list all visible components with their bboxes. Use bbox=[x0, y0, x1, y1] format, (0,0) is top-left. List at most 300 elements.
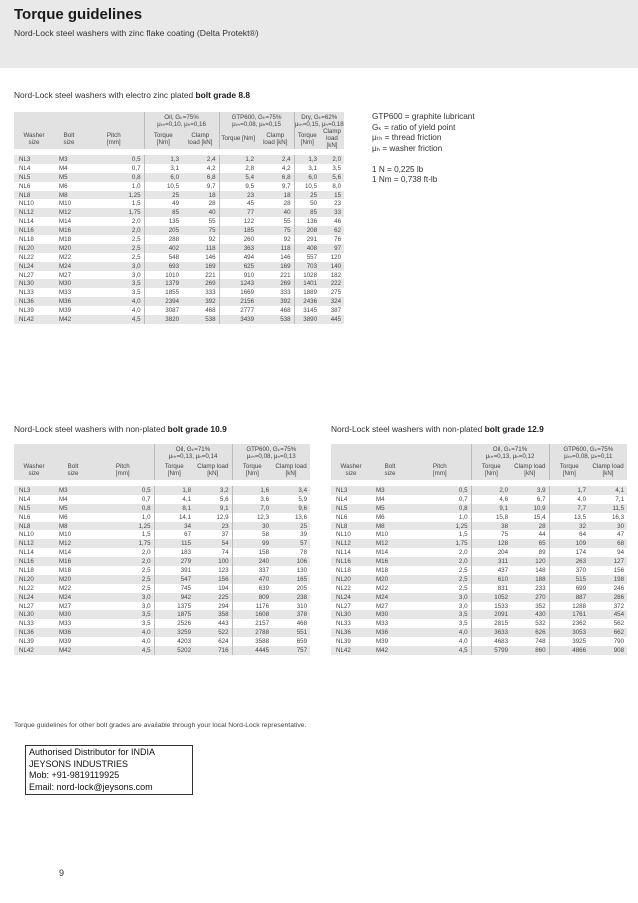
table-cell: 2,5 bbox=[84, 244, 144, 253]
table-row bbox=[14, 548, 310, 557]
table-cell: M10 bbox=[54, 530, 92, 539]
table-cell: 3,0 bbox=[409, 602, 471, 611]
table-row bbox=[14, 164, 344, 173]
table-cell: 3,6 bbox=[232, 495, 272, 504]
table-cell: NL8 bbox=[331, 522, 371, 531]
table-row bbox=[14, 619, 310, 628]
table-row bbox=[331, 513, 627, 522]
table-cell: 208 bbox=[294, 226, 320, 235]
table-cell: M27 bbox=[371, 602, 409, 611]
table-cell: 3087 bbox=[144, 306, 182, 315]
table-cell: 402 bbox=[144, 244, 182, 253]
table-cell: 1028 bbox=[294, 271, 320, 280]
table-cell: 532 bbox=[511, 619, 549, 628]
table-cell: 169 bbox=[182, 262, 219, 271]
table-row bbox=[331, 539, 627, 548]
table-cell: 468 bbox=[257, 306, 294, 315]
table-cell: M33 bbox=[54, 619, 92, 628]
table-cell: 408 bbox=[294, 244, 320, 253]
table-cell: 1,25 bbox=[84, 191, 144, 200]
note-line: Gₖ = ratio of yield point bbox=[372, 122, 456, 132]
table-row bbox=[14, 297, 344, 306]
legend-notes bbox=[372, 112, 475, 186]
table-cell: 2,0 bbox=[84, 217, 144, 226]
column-header: Pitch [mm] bbox=[84, 128, 144, 149]
table-cell: 4,0 bbox=[92, 637, 154, 646]
table-cell: 2436 bbox=[294, 297, 320, 306]
table-cell: 1288 bbox=[549, 602, 589, 611]
table-cell: 3053 bbox=[549, 628, 589, 637]
table-cell: 12,3 bbox=[232, 513, 272, 522]
table-cell: 106 bbox=[272, 557, 310, 566]
table-cell: NL39 bbox=[331, 637, 371, 646]
table-cell: NL14 bbox=[14, 548, 54, 557]
table-cell: M24 bbox=[54, 593, 92, 602]
page-header bbox=[0, 0, 638, 68]
table1-heading bbox=[14, 90, 250, 100]
table-cell: 363 bbox=[219, 244, 257, 253]
column-header: Bolt size bbox=[54, 460, 92, 480]
table-cell: 75 bbox=[471, 530, 511, 539]
table-cell: 3,0 bbox=[84, 262, 144, 271]
table-cell: 1,75 bbox=[409, 539, 471, 548]
table-cell: 860 bbox=[511, 646, 549, 655]
table-cell: NL22 bbox=[14, 584, 54, 593]
table-cell: 156 bbox=[589, 566, 627, 575]
table-cell: 146 bbox=[257, 253, 294, 262]
distributor-line: Mob: +91-9819119925 bbox=[29, 770, 120, 780]
distributor-line: Authorised Distributor for INDIA bbox=[29, 747, 156, 757]
table-cell: 4203 bbox=[154, 637, 194, 646]
table-cell: M24 bbox=[371, 593, 409, 602]
table-cell: 2,5 bbox=[92, 575, 154, 584]
table-cell: 358 bbox=[194, 610, 232, 619]
table-cell: NL4 bbox=[14, 164, 54, 173]
table-row bbox=[331, 610, 627, 619]
table-cell: NL16 bbox=[14, 226, 54, 235]
table-row bbox=[331, 486, 627, 495]
table-cell: 182 bbox=[320, 271, 344, 280]
table-cell: 135 bbox=[144, 217, 182, 226]
distributor-line: Email: nord-lock@jeysons.com bbox=[29, 781, 153, 792]
table-cell: M30 bbox=[54, 610, 92, 619]
table-cell: 50 bbox=[294, 199, 320, 208]
table-cell: NL36 bbox=[14, 297, 54, 306]
table-cell: 445 bbox=[320, 315, 344, 324]
table-cell: 468 bbox=[182, 306, 219, 315]
table-cell: 5202 bbox=[154, 646, 194, 655]
table-cell: 40 bbox=[182, 208, 219, 217]
table-row bbox=[331, 522, 627, 531]
note-line: GTP600 = graphite lubricant bbox=[372, 112, 475, 121]
table-row bbox=[14, 637, 310, 646]
table-cell: M3 bbox=[371, 486, 409, 495]
table-cell: 515 bbox=[549, 575, 589, 584]
table-cell: M33 bbox=[54, 288, 84, 297]
table-cell: 115 bbox=[154, 539, 194, 548]
table-cell: 85 bbox=[294, 208, 320, 217]
table-cell: M22 bbox=[54, 253, 84, 262]
table-cell: 205 bbox=[144, 226, 182, 235]
table-cell: M4 bbox=[371, 495, 409, 504]
table-cell: 15 bbox=[320, 191, 344, 200]
table-row bbox=[14, 191, 344, 200]
table-cell: 3,2 bbox=[194, 486, 232, 495]
table-row bbox=[14, 226, 344, 235]
table-cell: 240 bbox=[232, 557, 272, 566]
column-header: Torque [Nm] bbox=[154, 460, 194, 480]
table-cell: 30 bbox=[232, 522, 272, 531]
table-cell: 2526 bbox=[154, 619, 194, 628]
table-cell: 624 bbox=[194, 637, 232, 646]
table-cell: M39 bbox=[54, 637, 92, 646]
table-cell: 2157 bbox=[232, 619, 272, 628]
table-cell: 2,5 bbox=[409, 584, 471, 593]
table-row bbox=[14, 566, 310, 575]
table-cell: 14,1 bbox=[154, 513, 194, 522]
table-row bbox=[331, 628, 627, 637]
table-cell: NL42 bbox=[331, 646, 371, 655]
table-cell: NL6 bbox=[14, 513, 54, 522]
table-row bbox=[14, 504, 310, 513]
column-header: Clamp load [kN] bbox=[511, 460, 549, 480]
table3-heading bbox=[331, 424, 544, 434]
table-row bbox=[14, 646, 310, 655]
table-cell: 809 bbox=[232, 593, 272, 602]
column-header: Clamp load [kN] bbox=[589, 460, 627, 480]
table-row bbox=[331, 504, 627, 513]
table-cell: 120 bbox=[511, 557, 549, 566]
table-cell: 4,5 bbox=[92, 646, 154, 655]
table-cell: 3,9 bbox=[511, 486, 549, 495]
table-cell: 2,4 bbox=[257, 155, 294, 164]
table-row bbox=[14, 593, 310, 602]
table-cell: 10,5 bbox=[144, 182, 182, 191]
table-cell: 1875 bbox=[154, 610, 194, 619]
table-cell: 62 bbox=[320, 226, 344, 235]
table-cell: 13,5 bbox=[549, 513, 589, 522]
torque-table-grade-10-9 bbox=[14, 444, 310, 655]
table-cell: NL18 bbox=[14, 235, 54, 244]
table-cell: 4683 bbox=[471, 637, 511, 646]
table-cell: 5,4 bbox=[219, 173, 257, 182]
table-cell: 310 bbox=[272, 602, 310, 611]
table-cell: 74 bbox=[194, 548, 232, 557]
table-cell: 1,5 bbox=[92, 530, 154, 539]
table-cell: 4866 bbox=[549, 646, 589, 655]
table-cell: 0,7 bbox=[92, 495, 154, 504]
table-row bbox=[331, 495, 627, 504]
table-cell: NL30 bbox=[14, 279, 54, 288]
table-row bbox=[331, 584, 627, 593]
table-cell: 9,1 bbox=[194, 504, 232, 513]
table-cell: M4 bbox=[54, 164, 84, 173]
table-cell: 18 bbox=[257, 191, 294, 200]
table-cell: 67 bbox=[154, 530, 194, 539]
table-cell: 2,5 bbox=[409, 566, 471, 575]
table-row bbox=[331, 619, 627, 628]
table-cell: 610 bbox=[471, 575, 511, 584]
table-cell: M6 bbox=[371, 513, 409, 522]
table-cell: 548 bbox=[144, 253, 182, 262]
header-spacer bbox=[14, 112, 144, 128]
table3-heading-bold: bolt grade 12.9 bbox=[484, 424, 544, 434]
table-row bbox=[14, 271, 344, 280]
table-cell: M27 bbox=[54, 271, 84, 280]
table-cell: M5 bbox=[54, 173, 84, 182]
table-cell: 468 bbox=[272, 619, 310, 628]
table-row bbox=[331, 646, 627, 655]
table-cell: 1010 bbox=[144, 271, 182, 280]
table-row bbox=[14, 288, 344, 297]
table-cell: M16 bbox=[371, 557, 409, 566]
table-cell: NL16 bbox=[331, 557, 371, 566]
note-line: μₜₕ = thread friction bbox=[372, 133, 442, 142]
column-header: Washer size bbox=[14, 460, 54, 480]
table-cell: 748 bbox=[511, 637, 549, 646]
group-header: GTP600, Gₖ=75% μₜₕ=0,08, μₕ=0,15 bbox=[219, 112, 294, 128]
table-row bbox=[14, 182, 344, 191]
table-cell: M10 bbox=[371, 530, 409, 539]
table-cell: 3145 bbox=[294, 306, 320, 315]
column-header: Torque [Nm] bbox=[144, 128, 182, 149]
table-cell: M30 bbox=[371, 610, 409, 619]
table-cell: 99 bbox=[232, 539, 272, 548]
table-cell: 9,1 bbox=[471, 504, 511, 513]
table-cell: NL8 bbox=[14, 191, 54, 200]
table-cell: 165 bbox=[272, 575, 310, 584]
table-cell: 288 bbox=[144, 235, 182, 244]
table-cell: NL30 bbox=[331, 610, 371, 619]
table-cell: 4,5 bbox=[409, 646, 471, 655]
table-cell: 831 bbox=[471, 584, 511, 593]
table2-heading bbox=[14, 424, 227, 434]
table-cell: 333 bbox=[182, 288, 219, 297]
table-cell: 659 bbox=[272, 637, 310, 646]
table-cell: M14 bbox=[371, 548, 409, 557]
table-cell: M5 bbox=[371, 504, 409, 513]
table3-heading-prefix: Nord-Lock steel washers with non-plated bbox=[331, 424, 485, 434]
table-cell: NL33 bbox=[331, 619, 371, 628]
table-cell: 225 bbox=[194, 593, 232, 602]
group-header: GTP600, Gₖ=75% μₜₕ=0,08, μₕ=0,11 bbox=[549, 444, 627, 460]
table-cell: 910 bbox=[219, 271, 257, 280]
table-cell: 109 bbox=[549, 539, 589, 548]
table-cell: 58 bbox=[232, 530, 272, 539]
table-cell: 47 bbox=[589, 530, 627, 539]
table-cell: 18 bbox=[182, 191, 219, 200]
table-cell: 9,7 bbox=[182, 182, 219, 191]
table-cell: 1,5 bbox=[84, 199, 144, 208]
table-cell: M42 bbox=[54, 646, 92, 655]
table-cell: 2,5 bbox=[92, 566, 154, 575]
table-cell: 2,0 bbox=[471, 486, 511, 495]
table-cell: 130 bbox=[272, 566, 310, 575]
table-cell: 0,7 bbox=[409, 495, 471, 504]
table-cell: 4,0 bbox=[409, 628, 471, 637]
table-cell: 270 bbox=[511, 593, 549, 602]
table-cell: NL4 bbox=[14, 495, 54, 504]
table-cell: 4,6 bbox=[471, 495, 511, 504]
column-header: Torque [Nm] bbox=[232, 460, 272, 480]
table-cell: 40 bbox=[257, 208, 294, 217]
table-cell: 2777 bbox=[219, 306, 257, 315]
table-cell: 120 bbox=[320, 253, 344, 262]
table-cell: 77 bbox=[219, 208, 257, 217]
table-cell: 5,6 bbox=[194, 495, 232, 504]
table-cell: 4,1 bbox=[589, 486, 627, 495]
table-cell: 37 bbox=[194, 530, 232, 539]
table-cell: M22 bbox=[371, 584, 409, 593]
table-row bbox=[331, 548, 627, 557]
table-cell: M36 bbox=[371, 628, 409, 637]
table-cell: 3,5 bbox=[84, 288, 144, 297]
table-cell: 279 bbox=[154, 557, 194, 566]
table-cell: NL20 bbox=[14, 244, 54, 253]
table-cell: 0,5 bbox=[84, 155, 144, 164]
column-header: Pitch [mm] bbox=[409, 460, 471, 480]
table-row bbox=[14, 575, 310, 584]
table-cell: 626 bbox=[511, 628, 549, 637]
table-cell: 15,8 bbox=[471, 513, 511, 522]
table-cell: M20 bbox=[371, 575, 409, 584]
table-cell: M12 bbox=[371, 539, 409, 548]
table-cell: 92 bbox=[257, 235, 294, 244]
table-cell: 8,0 bbox=[320, 182, 344, 191]
table-cell: 547 bbox=[154, 575, 194, 584]
table-cell: 7,1 bbox=[589, 495, 627, 504]
table-cell: 1,75 bbox=[92, 539, 154, 548]
table-cell: 28 bbox=[257, 199, 294, 208]
table-cell: 30 bbox=[589, 522, 627, 531]
table-cell: NL24 bbox=[331, 593, 371, 602]
table-row bbox=[14, 279, 344, 288]
table-cell: 437 bbox=[471, 566, 511, 575]
table-cell: 3,1 bbox=[144, 164, 182, 173]
column-header: Clamp load [kN] bbox=[194, 460, 232, 480]
table-cell: M27 bbox=[54, 602, 92, 611]
table-row bbox=[331, 530, 627, 539]
table-row bbox=[14, 306, 344, 315]
table-cell: 39 bbox=[272, 530, 310, 539]
table-cell: NL5 bbox=[14, 504, 54, 513]
table-cell: 4,0 bbox=[92, 628, 154, 637]
table-cell: 2,0 bbox=[409, 548, 471, 557]
table-cell: 140 bbox=[320, 262, 344, 271]
column-header: Clamp load [kN] bbox=[182, 128, 219, 149]
table-cell: NL18 bbox=[331, 566, 371, 575]
table-cell: 3,0 bbox=[92, 593, 154, 602]
table-cell: 392 bbox=[182, 297, 219, 306]
table-cell: 49 bbox=[144, 199, 182, 208]
table-cell: 174 bbox=[549, 548, 589, 557]
header-spacer bbox=[331, 444, 471, 460]
table-cell: NL36 bbox=[331, 628, 371, 637]
note-line: μₕ = washer friction bbox=[372, 143, 443, 153]
table-cell: M20 bbox=[54, 244, 84, 253]
table-cell: 3,5 bbox=[409, 610, 471, 619]
table-cell: 324 bbox=[320, 297, 344, 306]
table-row bbox=[331, 602, 627, 611]
table-cell: M18 bbox=[54, 235, 84, 244]
table-cell: 4,0 bbox=[84, 297, 144, 306]
table-cell: 1,3 bbox=[294, 155, 320, 164]
table-cell: NL10 bbox=[331, 530, 371, 539]
table-cell: 55 bbox=[182, 217, 219, 226]
table-cell: 5,9 bbox=[272, 495, 310, 504]
page-number: 9 bbox=[59, 868, 65, 878]
table-cell: 16,3 bbox=[589, 513, 627, 522]
table-cell: M8 bbox=[371, 522, 409, 531]
table-cell: M20 bbox=[54, 575, 92, 584]
table-cell: 238 bbox=[272, 593, 310, 602]
table-cell: 3633 bbox=[471, 628, 511, 637]
table-row bbox=[14, 530, 310, 539]
table-cell: 0,8 bbox=[409, 504, 471, 513]
table-cell: 118 bbox=[182, 244, 219, 253]
table-cell: 392 bbox=[257, 297, 294, 306]
table-row bbox=[14, 155, 344, 164]
table-cell: 494 bbox=[219, 253, 257, 262]
table-cell: 333 bbox=[257, 288, 294, 297]
table-cell: 2156 bbox=[219, 297, 257, 306]
table-cell: 6,7 bbox=[511, 495, 549, 504]
table-row bbox=[14, 557, 310, 566]
column-header: Washer size bbox=[331, 460, 371, 480]
footer-note: Torque guidelines for other bolt grades are available through your local Nord-Lock representative. bbox=[14, 722, 307, 729]
table-cell: 443 bbox=[194, 619, 232, 628]
table-cell: 2815 bbox=[471, 619, 511, 628]
table-cell: 65 bbox=[511, 539, 549, 548]
table-row bbox=[14, 513, 310, 522]
table-cell: 391 bbox=[154, 566, 194, 575]
table-cell: NL14 bbox=[331, 548, 371, 557]
table-cell: 127 bbox=[589, 557, 627, 566]
table-cell: 4,2 bbox=[257, 164, 294, 173]
table-cell: 10,5 bbox=[294, 182, 320, 191]
table-cell: 337 bbox=[232, 566, 272, 575]
table-row bbox=[14, 628, 310, 637]
table-cell: 2,5 bbox=[84, 235, 144, 244]
table-cell: 1375 bbox=[154, 602, 194, 611]
table-cell: 100 bbox=[194, 557, 232, 566]
table-cell: M14 bbox=[54, 217, 84, 226]
table-cell: 693 bbox=[144, 262, 182, 271]
table-row bbox=[14, 539, 310, 548]
table-cell: 3,5 bbox=[92, 610, 154, 619]
table-cell: 221 bbox=[257, 271, 294, 280]
table-cell: 699 bbox=[549, 584, 589, 593]
table-cell: M22 bbox=[54, 584, 92, 593]
table-cell: 378 bbox=[272, 610, 310, 619]
table-cell: 76 bbox=[320, 235, 344, 244]
note-line: 1 Nm = 0,738 ft-lb bbox=[372, 175, 438, 184]
table-cell: 1,0 bbox=[92, 513, 154, 522]
table-cell: M3 bbox=[54, 155, 84, 164]
table-cell: NL16 bbox=[14, 557, 54, 566]
table-cell: 662 bbox=[589, 628, 627, 637]
table-cell: 269 bbox=[257, 279, 294, 288]
table-cell: 3439 bbox=[219, 315, 257, 324]
table-cell: 94 bbox=[589, 548, 627, 557]
table-cell: M3 bbox=[54, 486, 92, 495]
table-cell: 32 bbox=[549, 522, 589, 531]
table-cell: 1,2 bbox=[219, 155, 257, 164]
table-cell: NL42 bbox=[14, 315, 54, 324]
table-cell: 25 bbox=[272, 522, 310, 531]
table-cell: 291 bbox=[294, 235, 320, 244]
table-cell: 3820 bbox=[144, 315, 182, 324]
